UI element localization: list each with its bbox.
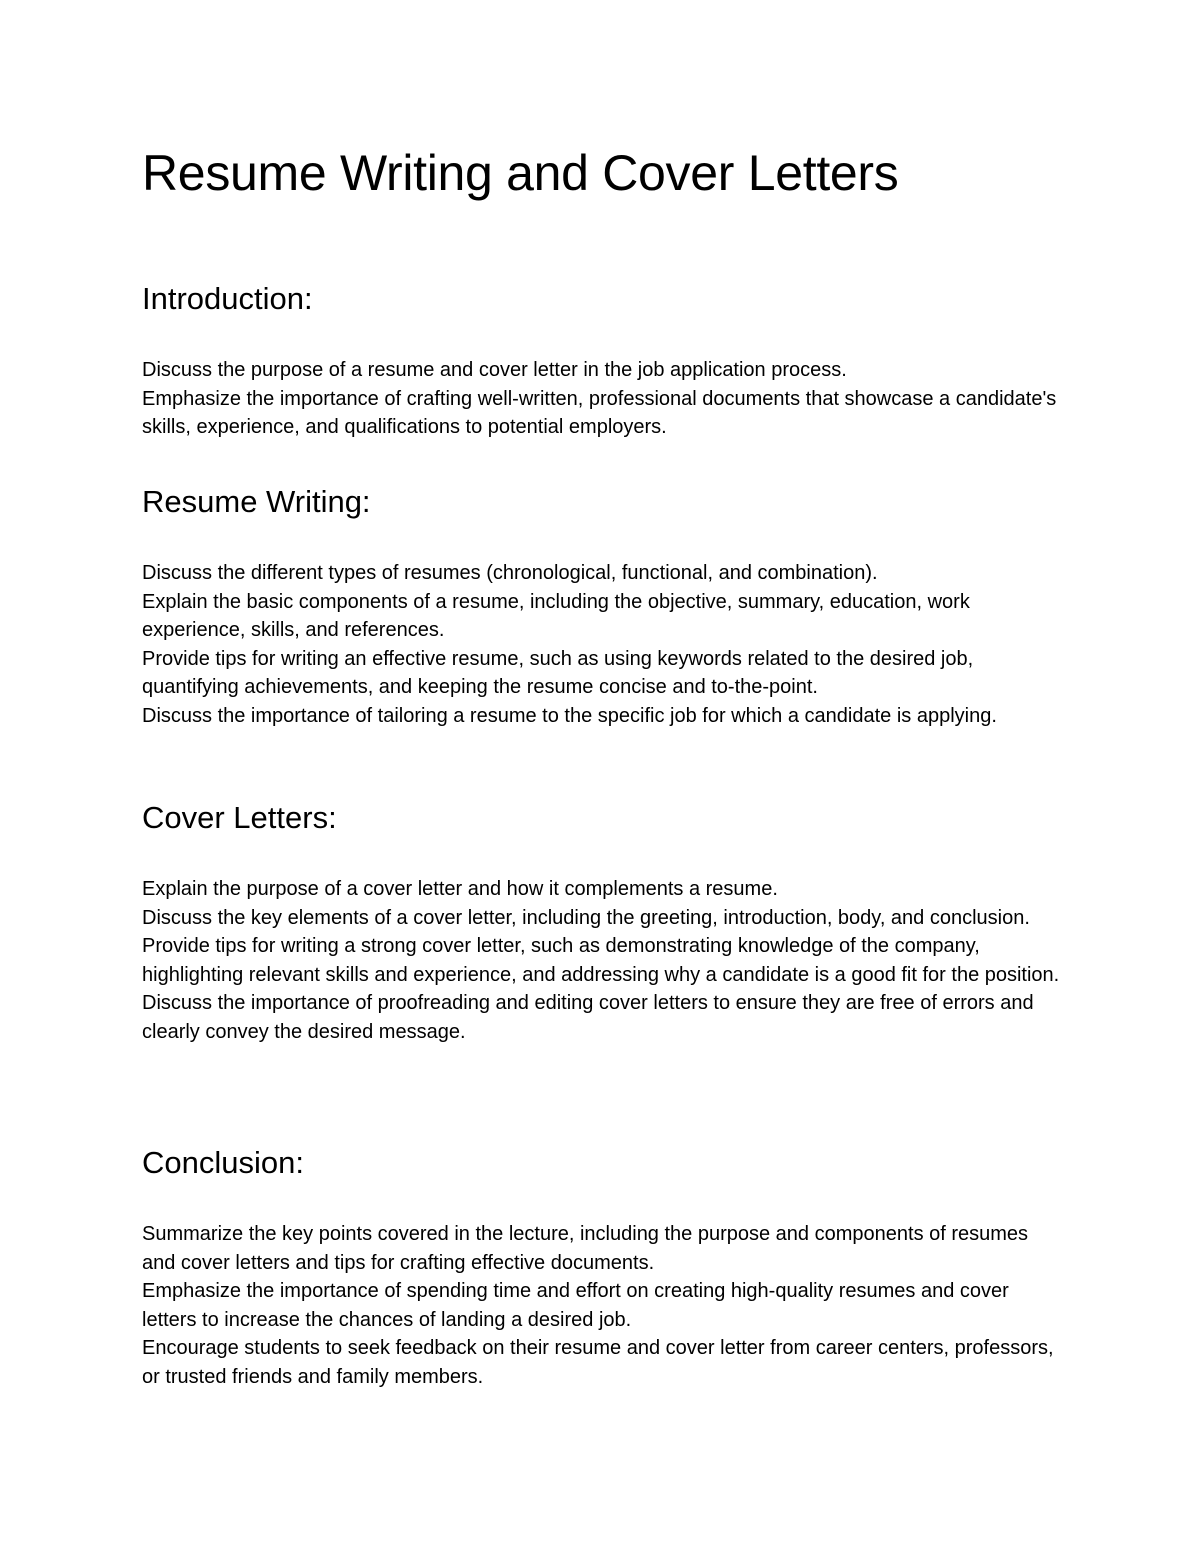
paragraph: Summarize the key points covered in the lecture, including the purpose and components of resumes and cover letters and tips for crafting effective documents. — [142, 1223, 1029, 1274]
section-introduction — [142, 280, 1062, 442]
paragraph: Discuss the key elements of a cover letter, including the greeting, introduction, body, and conclusion. — [142, 906, 1030, 929]
paragraph: Discuss the different types of resumes (chronological, functional, and combination). — [142, 562, 878, 584]
document-title: Resume Writing and Cover Letters — [142, 145, 899, 201]
section-resume-writing — [142, 483, 1062, 731]
paragraph: Discuss the importance of proofreading and editing cover letters to ensure they are free of errors and clearly convey the desired message. — [142, 992, 1034, 1043]
section-body-introduction — [142, 356, 1062, 442]
section-body-conclusion — [142, 1220, 1062, 1392]
section-body-resume-writing — [142, 559, 1062, 731]
section-heading-resume-writing: Resume Writing: — [142, 484, 371, 519]
section-conclusion — [142, 1144, 1062, 1392]
section-heading-cover-letters: Cover Letters: — [142, 800, 337, 835]
paragraph: Explain the basic components of a resume, including the objective, summary, education, work experience, skills, and references. — [142, 590, 970, 642]
paragraph: Emphasize the importance of crafting well-written, professional documents that showcase a candidate's skills, experience, and qualifications to potential employers. — [142, 387, 1057, 439]
section-heading-conclusion: Conclusion: — [142, 1145, 304, 1180]
paragraph: Discuss the importance of tailoring a resume to the specific job for which a candidate is applying. — [142, 704, 997, 727]
section-heading-introduction: Introduction: — [142, 281, 313, 316]
paragraph: Encourage students to seek feedback on their resume and cover letter from career centers, professors, or trusted friends and family members. — [142, 1337, 1054, 1388]
paragraph: Emphasize the importance of spending time and effort on creating high-quality resumes and cover letters to increase the chances of landing a desired job. — [142, 1280, 1009, 1331]
section-body-cover-letters — [142, 875, 1062, 1047]
paragraph: Discuss the purpose of a resume and cover letter in the job application process. — [142, 359, 847, 381]
paragraph: Provide tips for writing an effective resume, such as using keywords related to the desired job, quantifying achievements, and keeping the resume concise and to-the-point. — [142, 647, 974, 699]
paragraph: Explain the purpose of a cover letter and how it complements a resume. — [142, 878, 778, 900]
paragraph: Provide tips for writing a strong cover letter, such as demonstrating knowledge of the company, highlighting relevant skills and experience, and addressing why a candidate is a good fit for the position. — [142, 935, 1060, 986]
section-cover-letters — [142, 799, 1062, 1047]
